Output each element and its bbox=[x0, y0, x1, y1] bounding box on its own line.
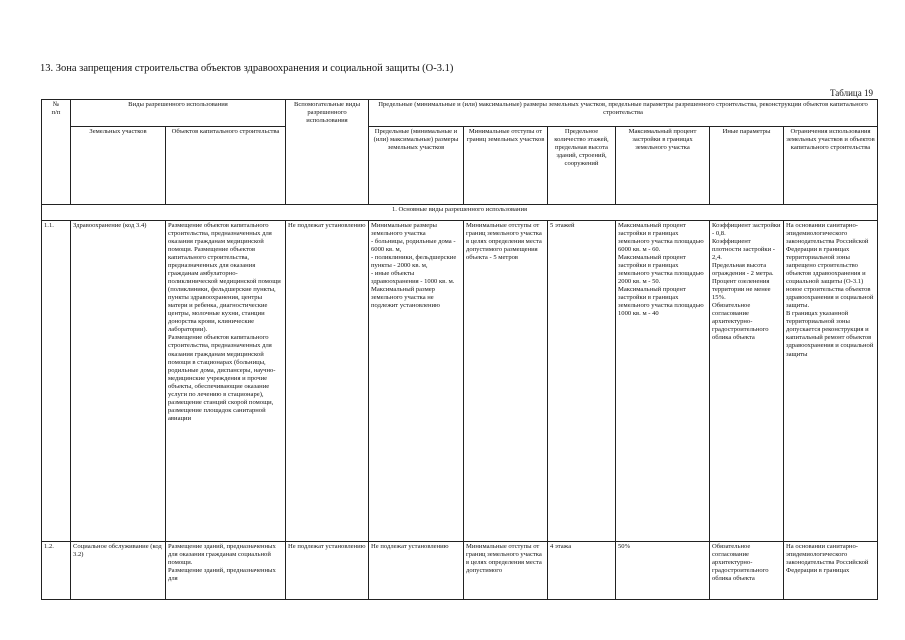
header-land: Земельных участков bbox=[71, 127, 166, 205]
row-aux: Не подлежат установлению bbox=[286, 221, 369, 542]
row-setbacks: Минимальные отступы от границ земельного участка в целях определения места допустимого размещения объекта - 5 метров bbox=[464, 221, 548, 542]
row-other: Коэффициент застройки - 0,8. Коэффициент плотности застройки - 2,4. Предельная высота ограждения - 2 метра. Процент озеленения территории не менее 15%. Обязательное согласование архитектурно-градостроительного облика объекта bbox=[710, 221, 784, 542]
header-uses: Виды разрешенного использования bbox=[71, 100, 286, 127]
header-restrictions: Ограничения использования земельных участков и объектов капитального строительства bbox=[784, 127, 878, 205]
table-row bbox=[42, 221, 878, 542]
row-floors: 4 этажа bbox=[548, 542, 616, 600]
row-other: Обязательное согласование архитектурно-градостроительного облика объекта bbox=[710, 542, 784, 600]
table-number: Таблица 19 bbox=[830, 88, 873, 98]
row-num: 1.2. bbox=[42, 542, 71, 600]
row-coverage: 50% bbox=[616, 542, 710, 600]
row-land-use: Социальное обслуживание (код 3.2) bbox=[71, 542, 166, 600]
header-floors: Предельное количество этажей, предельная высота зданий, строений, сооружений bbox=[548, 127, 616, 205]
row-restrictions: На основании санитарно-эпидемиологического законодательства Российской Федерации в границах bbox=[784, 542, 878, 600]
header-setbacks: Минимальные отступы от границ земельных участков bbox=[464, 127, 548, 205]
row-coverage: Максимальный процент застройки в границах земельного участка площадью 6000 кв. м - 60. Максимальный процент застройки в границах земельного участка площадью 2000 кв. м - 50. Максимальный процент застройки в границах земельного участка площадью 1000 кв. м - 40 bbox=[616, 221, 710, 542]
header-num: № п/п bbox=[42, 100, 71, 205]
document-title: 13. Зона запрещения строительства объектов здравоохранения и социальной защиты (О-3.1) bbox=[40, 63, 454, 74]
row-restrictions: На основании санитарно-эпидемиологического законодательства Российской Федерации в границах территориальной зоны запрещено строительство объектов здравоохранения и социальной защиты (О-3.1) новое строительства объектов здравоохранения и социальной защиты. В границах указанной территориальной зоны допускается реконструкция и капитальный ремонт объектов здравоохранения и социальной защиты bbox=[784, 221, 878, 542]
row-floors: 5 этажей bbox=[548, 221, 616, 542]
header-limits: Предельные (минимальные и (или) максимальные) размеры земельных участков, предельные параметры разрешенного строительства, реконструкции объектов капитального строительства bbox=[369, 100, 878, 127]
row-objects: Размещение зданий, предназначенных для оказания гражданам социальной помощи. Размещение зданий, предназначенных для bbox=[166, 542, 286, 600]
row-num: 1.1. bbox=[42, 221, 71, 542]
section-title: 1. Основные виды разрешенного использования bbox=[42, 205, 878, 221]
header-other: Иные параметры bbox=[710, 127, 784, 205]
header-coverage: Максимальный процент застройки в границах земельного участка bbox=[616, 127, 710, 205]
regulations-table bbox=[41, 99, 878, 600]
row-sizes: Минимальные размеры земельного участка - больницы, родильные дома - 6000 кв. м, - поликлиники, фельдшерские пункты - 2000 кв. м, - иные объекты здравоохранения - 1000 кв. м. Максимальный размер земельного участка не подлежит установлению bbox=[369, 221, 464, 542]
header-objects: Объектов капитального строительства bbox=[166, 127, 286, 205]
header-sizes: Предельные (минимальные и (или) максимальные) размеры земельных участков bbox=[369, 127, 464, 205]
row-land-use: Здравоохранение (код 3.4) bbox=[71, 221, 166, 542]
row-setbacks: Минимальные отступы от границ земельного участка в целях определения места допустимого bbox=[464, 542, 548, 600]
table-row bbox=[42, 542, 878, 600]
row-sizes: Не подлежат установлению bbox=[369, 542, 464, 600]
row-objects: Размещение объектов капитального строительства, предназначенных для оказания гражданам медицинской помощи. Размещение объектов капитального строительства, предназначенных для оказания гражданам амбулаторно-поликлинической медицинской помощи (поликлиники, фельдшерские пункты, пункты здравоохранения, центры матери и ребенка, диагностические центры, молочные кухни, станции донорства крови, клинические лаборатории). Размещение объектов капитального строительства, предназначенных для оказания гражданам медицинской помощи в стационарах (больницы, родильные дома, диспансеры, научно-медицинские учреждения и прочие объекты, обеспечивающие оказание услуги по лечению в стационаре), размещение станций скорой помощи, размещение площадок санитарной авиации bbox=[166, 221, 286, 542]
row-aux: Не подлежат установлению bbox=[286, 542, 369, 600]
header-aux: Вспомогательные виды разрешенного использования bbox=[286, 100, 369, 205]
